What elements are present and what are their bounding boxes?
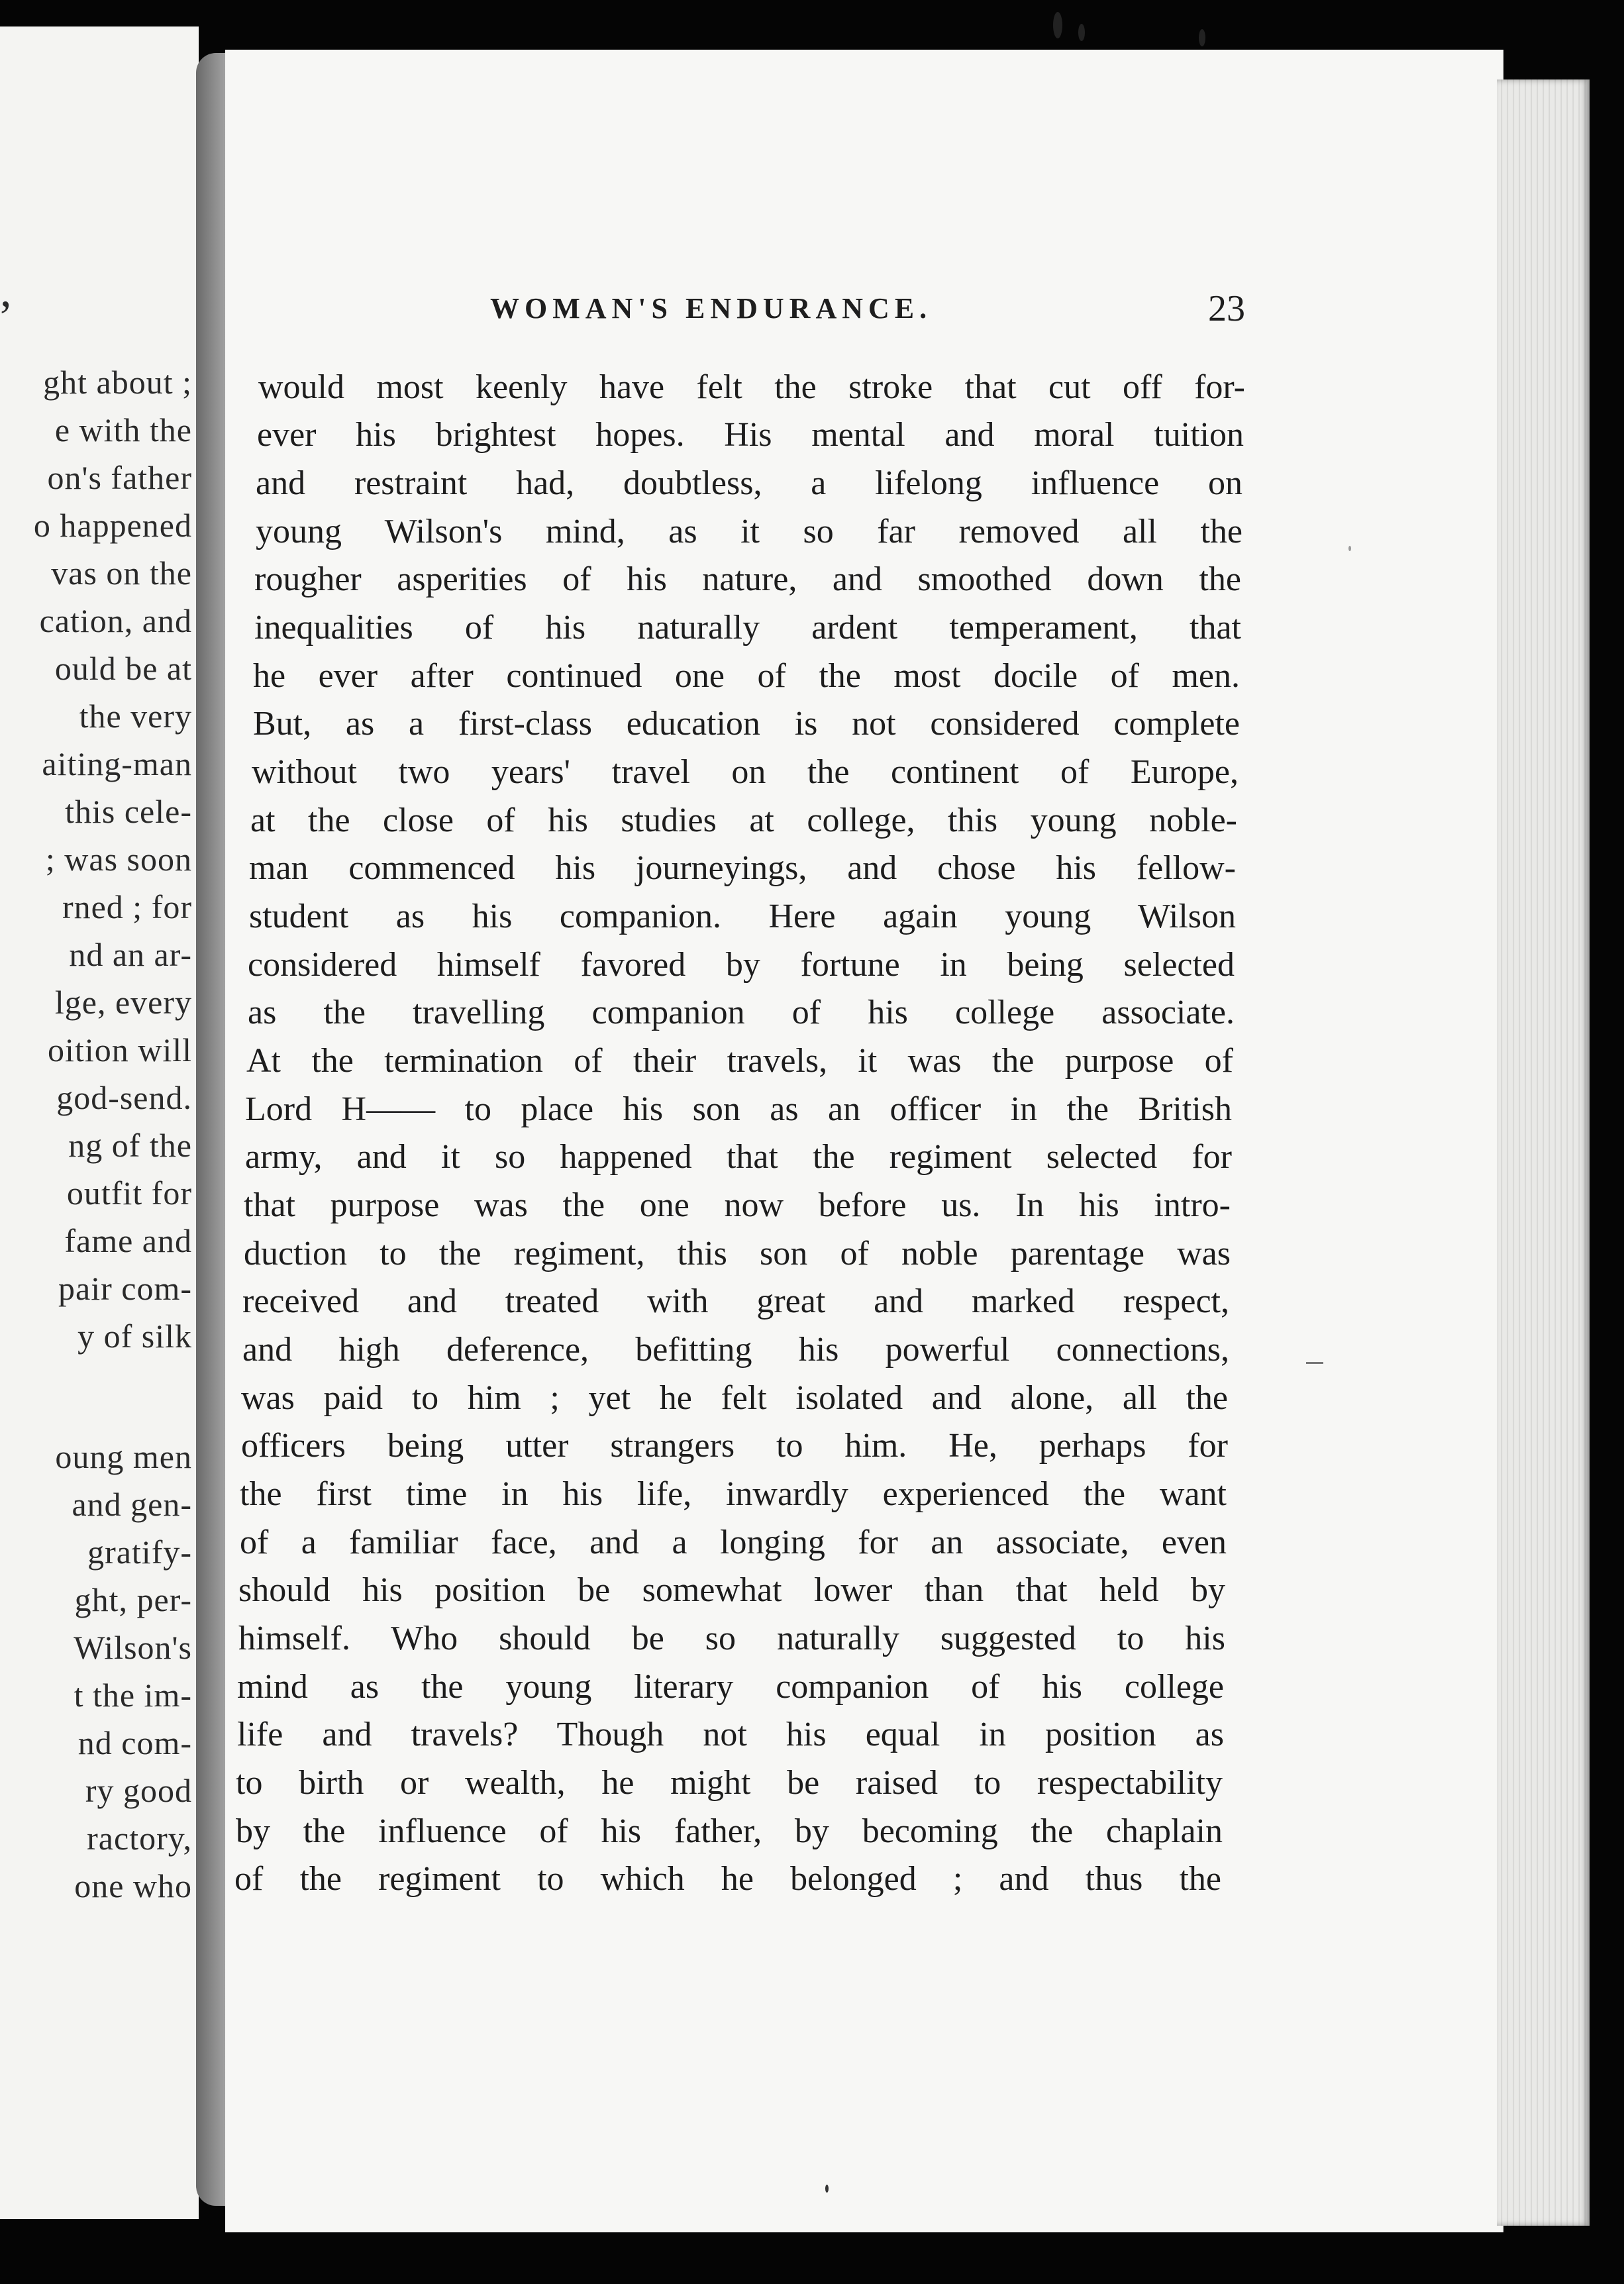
scan-speck: [1348, 546, 1351, 551]
text-line: himself. Who should be so naturally suggested to his: [238, 1620, 1225, 1657]
text-line: officers being utter strangers to him. He, perhaps for: [241, 1427, 1228, 1465]
text-line: by the influence of his father, by becoming the chaplain: [236, 1812, 1223, 1850]
text-line: man commenced his journeyings, and chose his fellow-: [249, 849, 1236, 887]
scan-speck: [1078, 24, 1085, 41]
text-line: to birth or wealth, he might be raised to respectability: [236, 1764, 1223, 1802]
left-page-line: t the im-: [74, 1677, 192, 1714]
left-page-line: ould be at: [54, 650, 192, 687]
text-line: inequalities of his naturally ardent temperament, that: [254, 609, 1241, 647]
running-title: WOMAN'S ENDURANCE.: [490, 292, 933, 325]
left-page-line: e with the: [54, 411, 192, 448]
left-page-line: oung men: [55, 1438, 192, 1475]
scan-speck: [1199, 29, 1205, 46]
left-page-line: on's father: [47, 459, 192, 496]
left-page-line: pair com-: [58, 1270, 192, 1307]
text-line: that purpose was the one now before us. In his intro-: [244, 1186, 1231, 1224]
text-line: he ever after continued one of the most docile of men.: [253, 657, 1240, 695]
left-page-line: ry good: [85, 1772, 192, 1809]
text-line: was paid to him ; yet he felt isolated and alone, all the: [241, 1379, 1228, 1417]
left-page-line: and gen-: [72, 1486, 192, 1523]
text-line: ever his brightest hopes. His mental and moral tuition: [257, 416, 1244, 454]
left-page-line: ght, per-: [74, 1581, 192, 1618]
left-page-line: god-send.: [56, 1079, 192, 1116]
left-page-line: ght about ;: [43, 364, 192, 401]
scan-mark: [1306, 1362, 1323, 1364]
text-line: would most keenly have felt the stroke that cut off for-: [258, 368, 1245, 406]
text-line: student as his companion. Here again young Wilson: [249, 898, 1236, 935]
text-line: should his position be somewhat lower than that held by: [238, 1571, 1225, 1609]
left-page-line: outfit for: [66, 1174, 192, 1212]
text-line: duction to the regiment, this son of noble parentage was: [244, 1235, 1231, 1272]
left-page-line: one who: [74, 1867, 192, 1904]
text-line: But, as a first-class education is not considered complete: [253, 705, 1240, 743]
left-page-line: aiting-man: [42, 745, 192, 782]
left-page-line: lge, every: [54, 984, 192, 1021]
text-line: At the termination of their travels, it was the purpose of: [246, 1042, 1233, 1080]
text-line: of the regiment to which he belonged ; and thus the: [234, 1860, 1221, 1898]
scan-speck: [825, 2185, 829, 2193]
left-page-line: the very: [79, 698, 192, 735]
text-line: as the travelling companion of his college associate.: [248, 994, 1235, 1031]
left-page-line: Wilson's: [74, 1629, 192, 1666]
text-line: rougher asperities of his nature, and smoothed down the: [254, 560, 1241, 598]
left-page-line: ; was soon: [45, 841, 192, 878]
text-line: army, and it so happened that the regiment selected for: [245, 1138, 1232, 1176]
left-page-line: o happened: [33, 507, 192, 544]
left-page-line: nd com-: [77, 1724, 192, 1761]
left-page-line: cation, and: [39, 602, 192, 639]
left-page-line: vas on the: [51, 554, 192, 592]
scan-speck: [1053, 12, 1062, 38]
left-page-line: this cele-: [65, 793, 192, 830]
left-page-line: gratify-: [87, 1533, 192, 1571]
text-line: and restraint had, doubtless, a lifelong influence on: [256, 464, 1243, 502]
text-line: considered himself favored by fortune in being selected: [248, 946, 1235, 984]
text-line: mind as the young literary companion of his college: [237, 1668, 1224, 1706]
page-header: [490, 288, 1245, 331]
text-line: and high deference, befitting his powerful connections,: [242, 1331, 1229, 1369]
text-line: Lord H—— to place his son as an officer in the British: [245, 1090, 1232, 1128]
left-page-line: y of silk: [77, 1318, 192, 1355]
text-line: at the close of his studies at college, this young noble-: [250, 802, 1237, 839]
page-edges: [1497, 79, 1590, 2226]
text-line: received and treated with great and marked respect,: [242, 1282, 1229, 1320]
left-facing-page: [0, 26, 199, 2219]
text-line: life and travels? Though not his equal in position as: [237, 1716, 1224, 1753]
text-line: young Wilson's mind, as it so far removed all the: [256, 513, 1243, 550]
text-line: the first time in his life, inwardly experienced the want: [240, 1475, 1227, 1513]
left-page-line: oition will: [48, 1031, 192, 1068]
left-page-line: ,: [0, 266, 13, 317]
left-page-line: ractory,: [87, 1820, 192, 1857]
left-page-line: nd an ar-: [69, 936, 192, 973]
left-page-line: ng of the: [68, 1127, 192, 1164]
text-line: without two years' travel on the continent of Europe,: [252, 753, 1239, 791]
left-page-line: rned ; for: [62, 888, 192, 925]
left-page-line: fame and: [64, 1222, 192, 1259]
page-number: 23: [1208, 288, 1245, 329]
text-line: of a familiar face, and a longing for an associate, even: [240, 1524, 1227, 1561]
